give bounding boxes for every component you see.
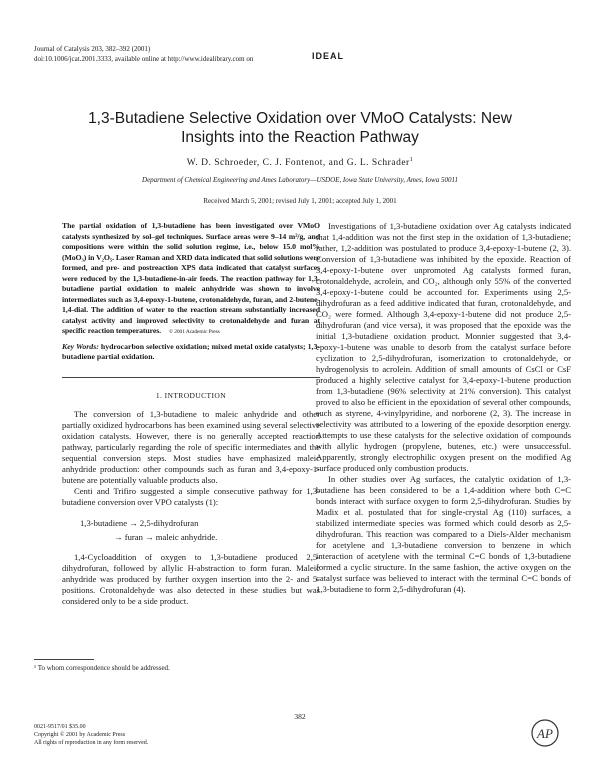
right-paragraph-1: Investigations of 1,3-butadiene oxidation over Ag catalysts indicated that 1,4-addition was not the first step in the oxidation of 1,3-butadiene; rather, 1,2-addition was postulated to produce 3,4-epoxy-1-butene (2, 3). Conversion of 1,3-butadiene was inhibited by the epoxide. Reaction of 3,4-epoxy-1-butene over unpromoted Ag catalysts formed furan, crotonaldehyde, acrolein, and CO₂, although only 55% of the converted 3,4-epoxy-1-butene could be accounted for. Experiments using 2,5-dihydrofuran as a feed additive indicated that furan, crotonaldehyde, and CO₂ were formed. Although 3,4-epoxy-1-butene did not produce 2,5-dihydrofuran (and vice versa), it was proposed that the epoxide was the initial 1,3-butadiene oxidation product. Monnier suggested that 3,4-epoxy-1-butene was unable to desorb from the catalyst surface before cyclization to 2,5-dihydrofuran, isomerization to crotonaldehyde, or hydrogenolysis to acrolein. Addition of small amounts of CsCl or CsF produced a highly selective catalyst for 3,4-epoxy-1-butene production from 1,3-butadiene (96% selectivity at 21% conversion). This catalyst proved to also be efficient in the epoxidation of several other compounds, such as styrene, 4-vinylpyridine, and norborene (2, 3). The increase in selectivity was attributed to a lowering of the epoxide desorption energy. Attempts to use these catalysts for the selective oxidation of compounds with allylic hydrogen (propylene, butenes, etc.) were unsuccessful. Apparently, strongly electrophilic oxygen present on the modified Ag surface produced only combustion products.	[316, 221, 571, 473]
footnote-divider	[34, 659, 94, 660]
left-column	[62, 221, 320, 607]
copyright-line-2: Copyright © 2001 by Academic Press	[34, 732, 126, 738]
intro-paragraph-2: Centi and Trifiro suggested a simple consecutive pathway for 1,3-butadiene conversion over VPO catalysts (1):	[62, 485, 320, 507]
paper-title: 1,3-Butadiene Selective Oxidation over VMoO Catalysts: New Insights into the Reaction Pathway	[88, 110, 512, 146]
abstract-text: The partial oxidation of 1,3-butadiene has been investigated over VMoO catalysts synthesized by sol–gel techniques. Surface areas were 9–14 m²/g, and compositions were within the solid solution regime, i.e., below 15.0 mol% (MoO₃) in V₂O₅. Laser Raman and XRD data indicated that solid solutions were formed, and pre- and postreaction XPS data indicated that catalyst surfaces were reduced by the 1,3-butadiene-in-air feeds. The reaction pathway for 1,3-butadiene partial oxidation to maleic anhydride was shown to involve intermediates such as 3,4-epoxy-1-butene, crotonaldehyde, furan, and 2-butene-1,4-dial. The addition of water to the reaction stream substantially increased catalyst activity and improved selectivity to crotonaldehyde and furan at specific reaction temperatures.	[62, 221, 320, 335]
academic-press-logo-icon	[530, 718, 560, 748]
journal-header	[34, 44, 253, 64]
reaction-line-2: → furan → maleic anhydride.	[114, 531, 218, 542]
right-paragraph-2: In other studies over Ag surfaces, the catalytic oxidation of 1,3-butadiene has been considered to be a 1,4-addition where both C=C bonds interact with surface oxygen to form 2,5-dihydrofuran. Studies by Madix et al. postulated that for single-crystal Ag (110) surfaces, a stabilized intermediate species was formed which could desorb as 2,5-dihydrofuran. This reaction was compared to a Diels-Alder mechanism for acetylene and 1,3-butadiene conversion to benzene in which interaction of acetylene with the terminal C=C bonds of 1,3-butadiene formed a cyclic structure. In the same fashion, the active oxygen on the catalyst surface was believed to interact with the terminal C=C bonds of 1,3-butadiene to form 2,5-dihydrofuran (4).	[316, 474, 571, 594]
affiliation: Department of Chemical Engineering and Ames Laboratory—USDOE, Iowa State University, Ames, Iowa 50011	[142, 176, 458, 184]
reaction-line-1: 1,3-butadiene → 2,5-dihydrofuran	[80, 517, 199, 528]
footnote: ¹ To whom correspondence should be addressed.	[34, 664, 170, 672]
journal-line: Journal of Catalysis 203, 382–392 (2001)	[34, 45, 151, 53]
intro-paragraph-3: 1,4-Cycloaddition of oxygen to 1,3-butadiene produced 2,5-dihydrofuran, followed by allylic H-abstraction to form furan. Maleic anhydride was produced by further oxygen insertion into the 2- and 5-positions. Crotonaldehyde was also detected in these studies but was considered only to be a side product.	[62, 551, 320, 606]
publisher-logo-text: AP	[537, 726, 553, 741]
keywords	[62, 342, 320, 363]
author-footnote-mark: 1	[409, 157, 414, 163]
section-divider	[62, 377, 320, 378]
intro-paragraph-1: The conversion of 1,3-butadiene to maleic anhydride and other partially oxidized hydrocarbons has been examined using several selective oxidation catalysts. However, there is no generally accepted reaction pathway, particularly regarding the role of specific intermediates and the sequential conversion steps. Most studies have emphasized maleic anhydride production: other compounds such as furan and 3,4-epoxy-1-butene are potentially valuable products also.	[62, 408, 320, 485]
ideal-logo[interactable]: IDEAL	[312, 51, 344, 61]
keywords-text: hydrocarbon selective oxidation; mixed metal oxide catalysts; 1,3-butadiene partial oxidation.	[62, 341, 320, 361]
copyright-block	[34, 723, 148, 747]
doi-line: doi:10.1006/jcat.2001.3333, available online at http://www.idealibrary.com on	[34, 55, 254, 63]
section-heading: 1. INTRODUCTION	[155, 390, 227, 400]
author-names: W. D. Schroeder, C. J. Fontenot, and G. L. Schrader	[186, 158, 410, 169]
abstract-copyright: © 2001 Academic Press	[168, 329, 220, 335]
keywords-label: Key Words:	[62, 341, 99, 351]
received-dates: Received March 5, 2001; revised July 1, 2001; accepted July 1, 2001	[203, 197, 397, 205]
abstract	[62, 221, 320, 338]
copyright-line-3: All rights of reproduction in any form reserved.	[34, 740, 149, 746]
page-number: 382	[294, 712, 306, 721]
copyright-line-1: 0021-9517/01 $35.00	[34, 724, 86, 730]
authors	[60, 157, 540, 168]
right-column	[316, 221, 571, 595]
